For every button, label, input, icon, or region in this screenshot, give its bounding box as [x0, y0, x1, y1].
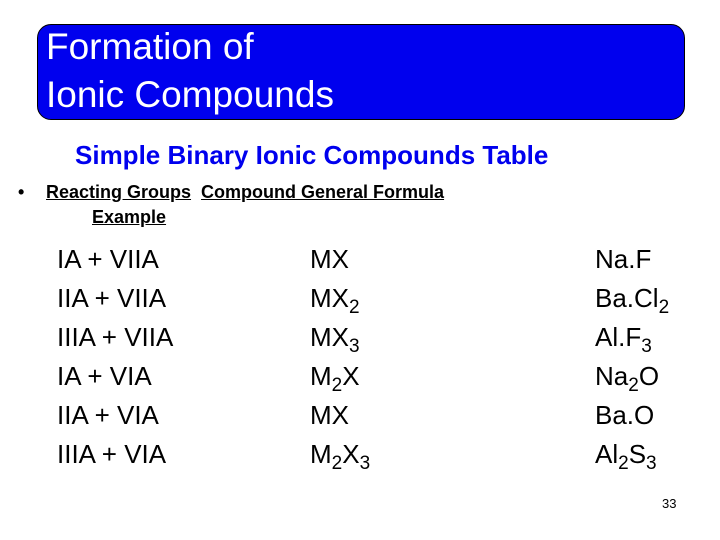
subscript: 3: [646, 453, 657, 474]
example-cell: [595, 318, 669, 357]
general-formula-cell: [310, 396, 370, 435]
formula-text: M: [310, 361, 332, 391]
formula-text: X: [342, 361, 360, 391]
subscript: 3: [359, 453, 371, 474]
slide-title-line-1: Formation of: [46, 26, 254, 67]
header-reacting-groups: Reacting Groups: [46, 182, 192, 202]
formula-text: Al: [595, 439, 619, 469]
general-formula-cell: [310, 240, 370, 279]
formula-text: S: [628, 439, 647, 469]
reacting-groups-cell: IIA + VIA: [57, 400, 159, 430]
formula-text: M: [310, 439, 332, 469]
reacting-groups-cell: IIA + VIIA: [57, 283, 167, 313]
formula-text: MX: [310, 283, 349, 313]
column-headers: [18, 182, 444, 203]
reacting-groups-cell: IA + VIA: [57, 361, 152, 391]
slide-title-line-2: Ionic Compounds: [46, 74, 334, 115]
subscript: 2: [349, 297, 360, 318]
example-cell: [595, 396, 669, 435]
header-example: Example: [92, 207, 167, 227]
formula-text: X: [342, 439, 360, 469]
subscript: 2: [618, 453, 629, 474]
general-formula-cell: [310, 318, 370, 357]
subscript: 2: [331, 375, 343, 396]
reacting-groups-column: [57, 240, 173, 474]
formula-text: Ba.O: [595, 400, 655, 430]
header-general-formula: Compound General Formula: [201, 182, 445, 202]
formula-text: Na: [595, 361, 629, 391]
title-banner: [37, 24, 685, 120]
general-formula-cell: [310, 357, 370, 396]
slide-subtitle: Simple Binary Ionic Compounds Table: [75, 140, 549, 170]
formula-text: MX: [310, 322, 349, 352]
subscript: 3: [641, 336, 652, 357]
subscript: 2: [331, 453, 343, 474]
reacting-groups-cell: IA + VIIA: [57, 244, 159, 274]
example-cell: [595, 435, 669, 474]
example-cell: [595, 279, 669, 318]
reacting-groups-cell: IIIA + VIA: [57, 439, 167, 469]
formula-text: O: [638, 361, 660, 391]
bullet-marker: •: [18, 182, 25, 202]
reacting-groups-cell: IIIA + VIIA: [57, 322, 174, 352]
subscript: 2: [628, 375, 639, 396]
example-cell: [595, 240, 669, 279]
formula-text: Ba.Cl: [595, 283, 659, 313]
formula-text: MX: [310, 400, 349, 430]
subscript: 3: [349, 336, 360, 357]
formula-text: Na.F: [595, 244, 652, 274]
general-formula-column: [310, 240, 370, 474]
general-formula-cell: [310, 435, 370, 474]
example-column: [595, 240, 669, 474]
example-cell: [595, 357, 669, 396]
general-formula-cell: [310, 279, 370, 318]
page-number: 33: [662, 496, 677, 511]
formula-text: Al.F: [595, 322, 642, 352]
formula-text: MX: [310, 244, 349, 274]
subscript: 2: [658, 297, 670, 318]
